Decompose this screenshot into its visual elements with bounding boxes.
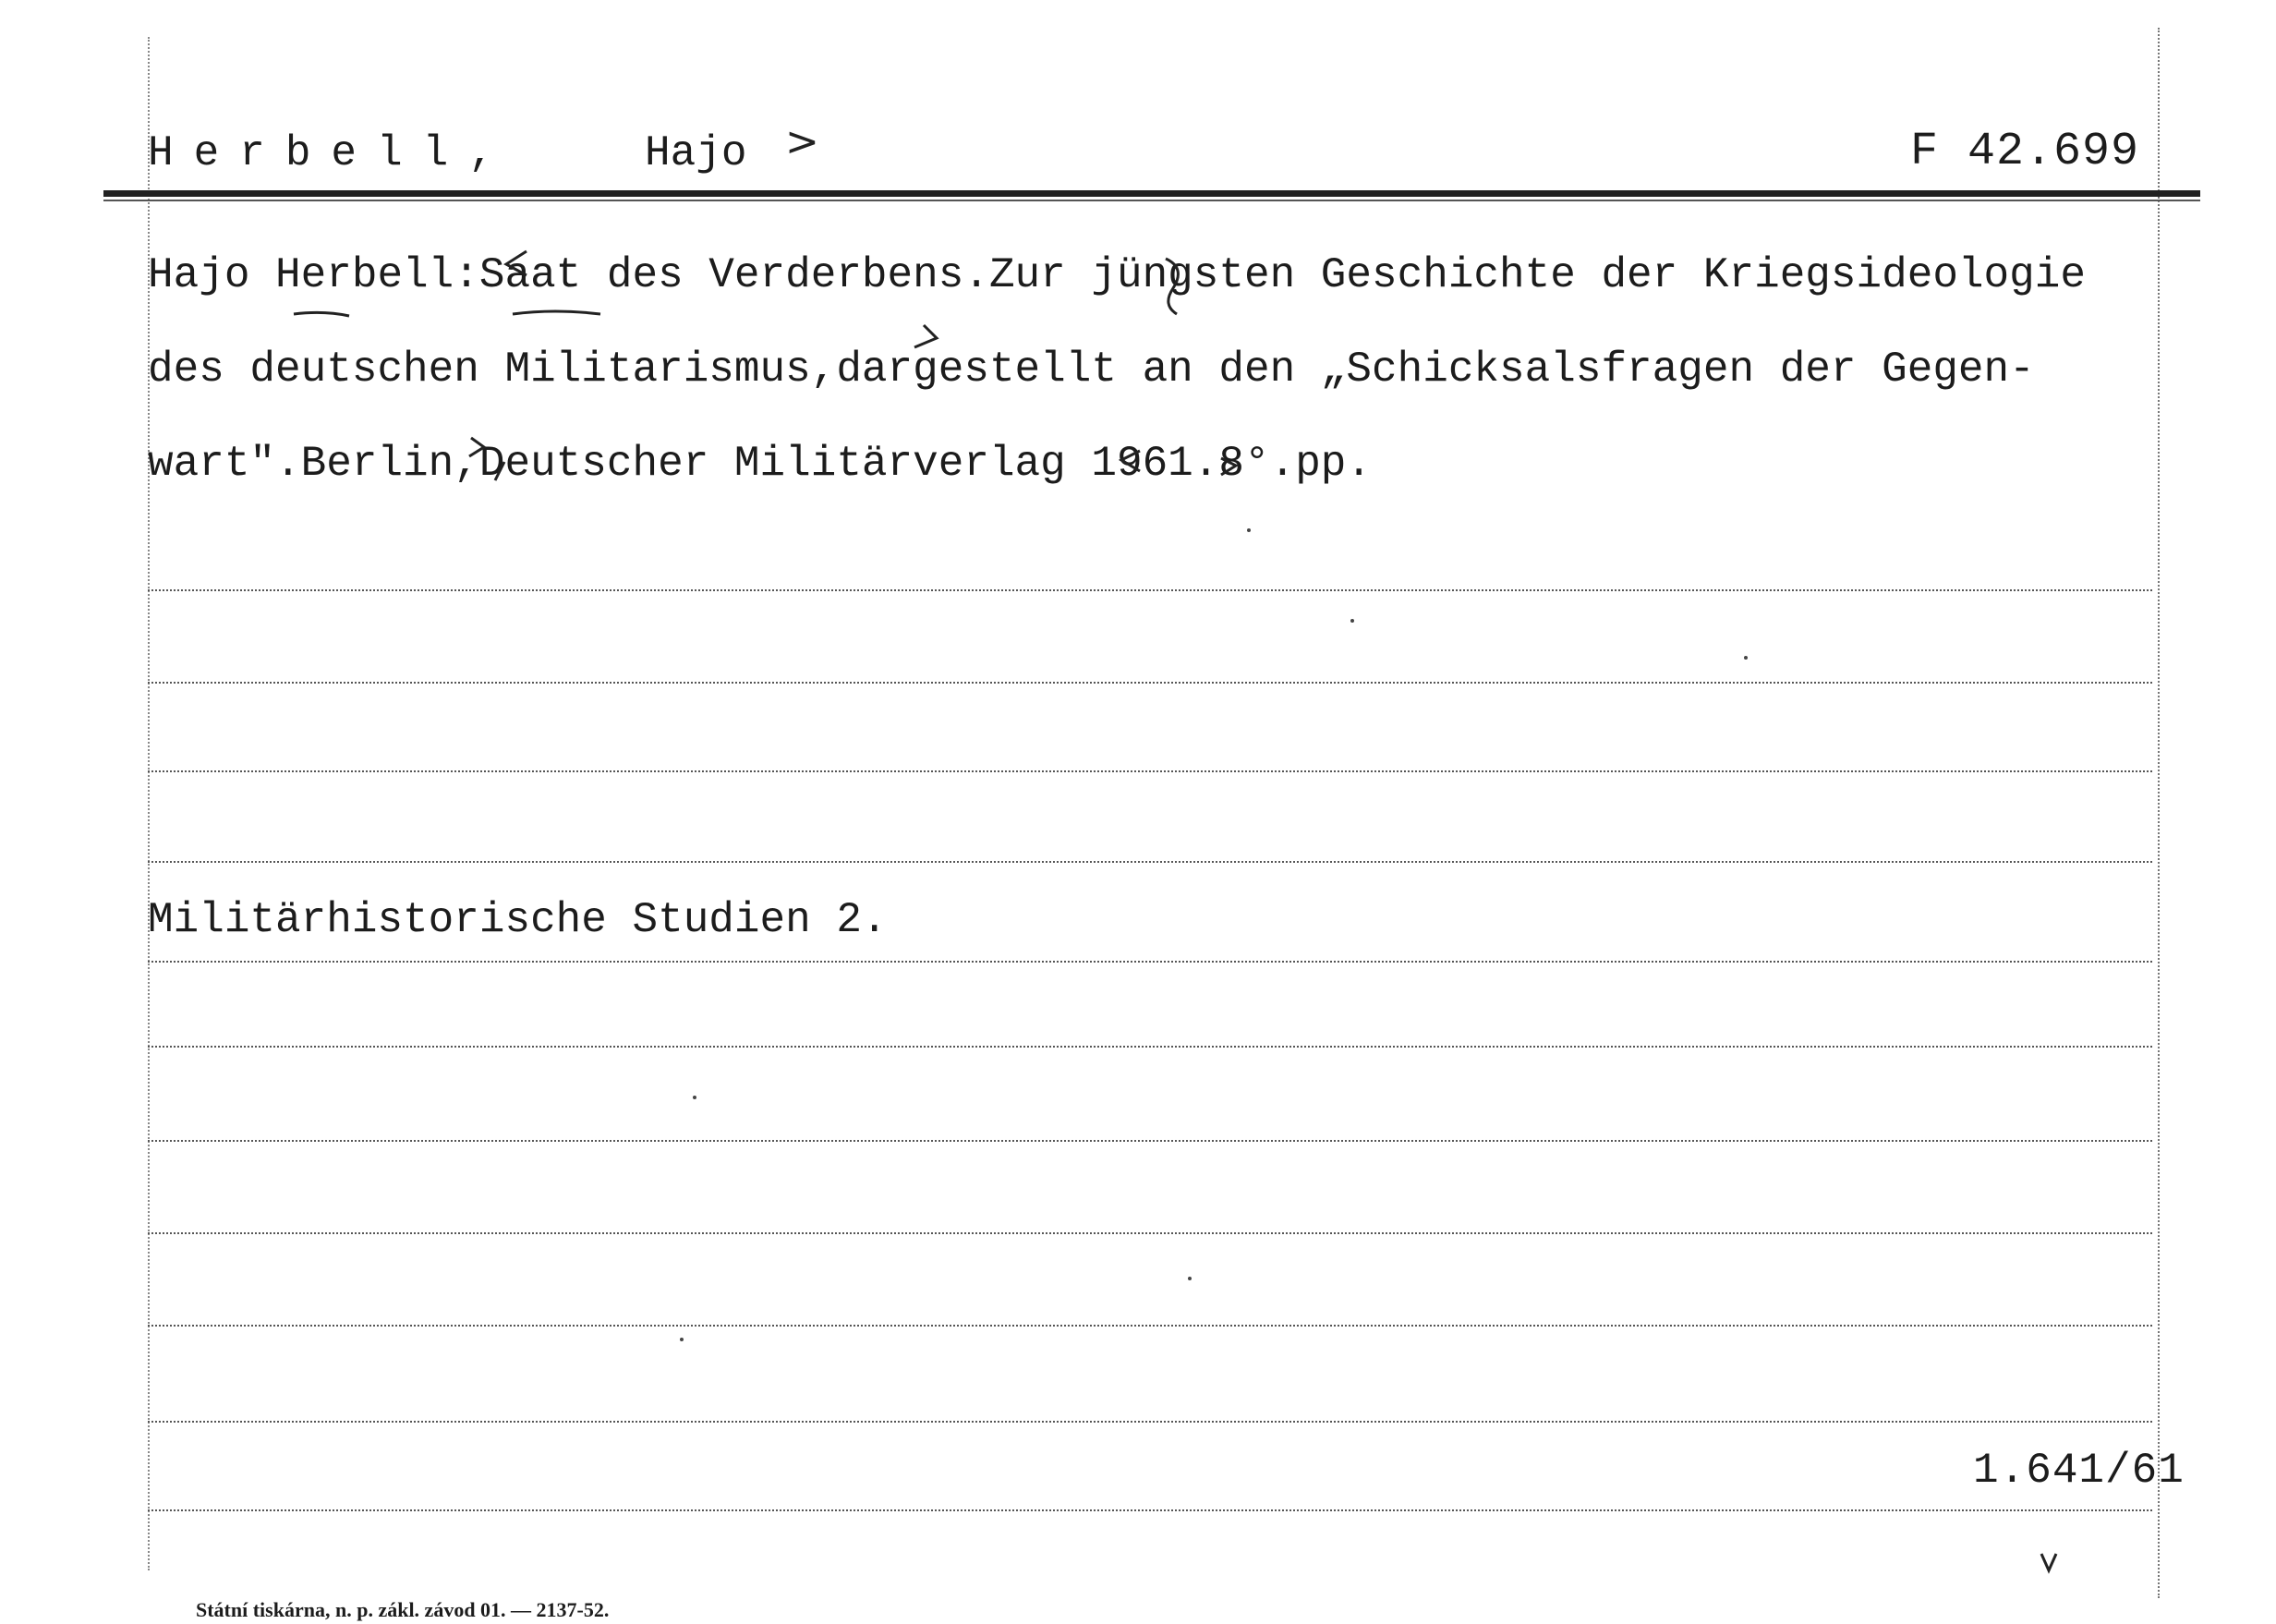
heading-given-name: Hajo [645, 129, 747, 177]
speck [693, 1096, 696, 1099]
accession-number: 1.641/61 [1973, 1447, 2185, 1495]
shelf-signature: F 42.699 [1909, 126, 2139, 178]
speck [1350, 619, 1354, 623]
entry-line-3: wart".Berlin,Deutscher Militärverlag 1961.8°.pp. [148, 440, 1373, 488]
speck [1744, 656, 1748, 660]
ruled-line [148, 1421, 2152, 1423]
heading-handwritten-mark: > [785, 118, 819, 165]
ruled-line [148, 589, 2152, 591]
ruled-line [148, 770, 2152, 772]
ruled-line [148, 1232, 2152, 1234]
ruled-line [148, 1140, 2152, 1142]
speck [1247, 528, 1251, 532]
entry-line-2: des deutschen Militarismus,dargestellt an den „Schicksalsfragen der Gegen- [148, 345, 2035, 394]
entry-line-1: Hajo Herbell:Saat des Verderbens.Zur jüngsten Geschichte der Kriegsideologie [148, 251, 2086, 299]
heading-surname: Herbell, [148, 129, 515, 177]
ruled-line [148, 1325, 2152, 1327]
ruled-line [148, 1046, 2152, 1048]
speck [1188, 1277, 1192, 1280]
ruled-line [148, 861, 2152, 863]
series-statement: Militärhistorische Studien 2. [148, 896, 888, 944]
ruled-line [148, 682, 2152, 684]
ruled-line [148, 961, 2152, 963]
ruled-line [148, 1509, 2152, 1511]
speck [680, 1338, 684, 1341]
printer-imprint: Státní tiskárna, n. p. zákl. závod 01. — 2137-52. [196, 1598, 610, 1621]
